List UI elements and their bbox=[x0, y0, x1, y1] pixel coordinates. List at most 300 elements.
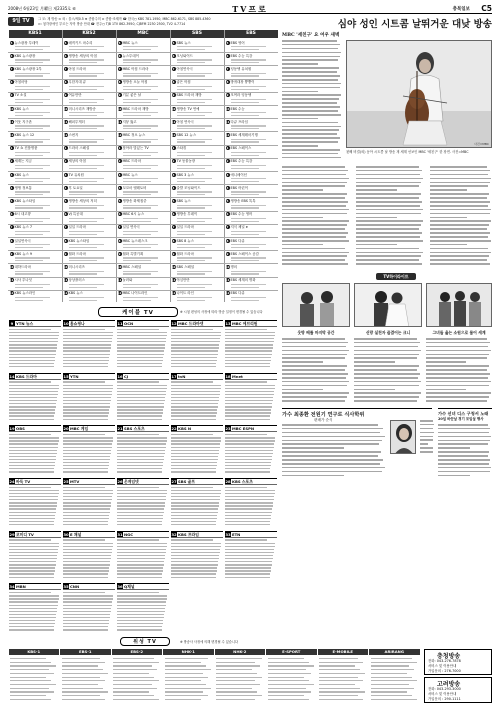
text-line bbox=[282, 259, 345, 261]
interview-body-2 bbox=[420, 420, 434, 455]
listing-line bbox=[9, 626, 54, 627]
text-line bbox=[282, 475, 344, 477]
listing-line bbox=[171, 546, 221, 547]
text-line bbox=[282, 149, 340, 151]
pick-title-3: 그녀들 옳는 소원으로 물어 세계 bbox=[432, 330, 486, 335]
text-line bbox=[282, 361, 323, 363]
channel-name: YTN 뉴스 bbox=[16, 321, 34, 326]
listing-line bbox=[225, 332, 275, 333]
cable-channel-header bbox=[63, 479, 115, 485]
cable-channel-header bbox=[225, 426, 277, 432]
listing-line bbox=[171, 518, 217, 519]
listing-line bbox=[63, 601, 112, 602]
listing-line bbox=[225, 341, 274, 342]
listing-line bbox=[117, 555, 165, 556]
program-title: 6시 내고향 bbox=[14, 212, 31, 217]
listing-line bbox=[9, 381, 51, 382]
hour-marker: 6 bbox=[172, 53, 175, 58]
program-detail-line bbox=[123, 244, 159, 245]
side-headline: 가수 선녀 디스 구청서 노래 bbox=[438, 408, 492, 417]
program-title: 아침마당 bbox=[14, 80, 28, 85]
listing-line bbox=[171, 459, 218, 460]
hour-marker: 3 bbox=[172, 172, 175, 177]
cable-channel-header bbox=[225, 321, 277, 327]
satellite-listing-line bbox=[216, 695, 262, 696]
cable-channel-box bbox=[225, 531, 277, 582]
listing-line bbox=[171, 573, 216, 574]
listing-line bbox=[63, 508, 110, 509]
program-detail-line bbox=[123, 231, 159, 232]
main-article-body-col4 bbox=[430, 166, 492, 267]
pick-photo-3 bbox=[426, 283, 492, 327]
program-detail-line bbox=[15, 62, 43, 63]
program-slot bbox=[118, 291, 169, 301]
cable-channel-header bbox=[63, 584, 115, 590]
text-line bbox=[426, 346, 488, 348]
program-title: MBC 스페셜 bbox=[122, 264, 141, 269]
listing-line bbox=[117, 465, 163, 466]
program-title: 대하드라마 bbox=[14, 264, 31, 269]
program-title: 아침연속극 bbox=[176, 66, 193, 71]
text-line bbox=[282, 178, 349, 180]
listing-line bbox=[225, 357, 271, 358]
program-detail-line bbox=[69, 297, 105, 298]
pick-body-2 bbox=[354, 338, 422, 404]
cable-channel-box bbox=[171, 531, 223, 582]
program-detail-line bbox=[177, 99, 213, 100]
listing-line bbox=[63, 521, 108, 522]
listing-line bbox=[117, 388, 167, 389]
listing-line bbox=[9, 508, 56, 509]
hour-marker: 4 bbox=[172, 185, 175, 190]
program-title: KBS 뉴스 9 bbox=[14, 251, 33, 256]
listing-line bbox=[225, 505, 273, 506]
text-line bbox=[430, 248, 488, 250]
text-line bbox=[426, 389, 466, 391]
program-detail-line bbox=[69, 181, 97, 182]
hour-marker: 7 bbox=[172, 66, 175, 71]
listing-line bbox=[171, 434, 213, 435]
listing-line bbox=[63, 614, 110, 615]
listing-line bbox=[9, 629, 54, 630]
listing-line bbox=[9, 598, 59, 599]
program-slot bbox=[118, 107, 169, 117]
listing-line bbox=[9, 354, 56, 355]
program-detail-line bbox=[231, 75, 259, 76]
text-line bbox=[282, 451, 381, 453]
program-title: 기분 좋은 날 bbox=[122, 93, 142, 98]
text-line bbox=[282, 400, 345, 402]
listing-line bbox=[171, 335, 221, 336]
hour-marker: 6 bbox=[10, 212, 13, 217]
listing-line bbox=[117, 570, 163, 571]
program-detail-line bbox=[231, 141, 259, 142]
hour-marker: 1 bbox=[64, 146, 67, 151]
satellite-listing-line bbox=[113, 688, 157, 689]
satellite-channel-header: ARIRANG bbox=[369, 649, 420, 655]
program-detail-line bbox=[69, 89, 97, 90]
hour-marker: 12 bbox=[117, 132, 122, 137]
listing-line bbox=[225, 573, 270, 574]
text-line bbox=[430, 244, 467, 246]
satellite-listing-line bbox=[113, 699, 159, 700]
text-line bbox=[282, 236, 346, 238]
listing-line bbox=[171, 555, 219, 556]
listing-line bbox=[171, 329, 213, 330]
cable-channel-header bbox=[171, 374, 223, 380]
listing-line bbox=[117, 567, 163, 568]
listing-line bbox=[171, 490, 221, 491]
program-title: EBS 수능 영어 bbox=[230, 212, 253, 217]
listing-line bbox=[171, 508, 218, 509]
program-detail-line bbox=[231, 152, 267, 153]
text-line bbox=[282, 137, 340, 139]
program-detail-line bbox=[15, 287, 43, 288]
program-detail-line bbox=[231, 257, 267, 258]
program-detail-line bbox=[69, 284, 105, 285]
channel-number: 19 bbox=[9, 426, 15, 432]
listing-line bbox=[117, 592, 159, 593]
program-title: EBS 수능 특강 bbox=[230, 159, 253, 164]
program-detail-line bbox=[231, 273, 259, 274]
hour-marker: 7 bbox=[118, 66, 121, 71]
cable-channel-box bbox=[171, 478, 223, 529]
listing-line bbox=[9, 502, 57, 503]
satellite-listing-line bbox=[319, 669, 360, 670]
listing-line bbox=[63, 363, 108, 364]
tv-legend-line2: ⊙: 청각장애인 부르는 자막 방송 안내 ☎ 전주○ TJB 1TV 862-3950, CJBFM 2230 2500, TV2 4-7714 bbox=[38, 22, 186, 26]
program-slot bbox=[64, 265, 115, 275]
satellite-listing-line bbox=[113, 680, 159, 681]
channel-number: 22 bbox=[171, 426, 177, 432]
program-detail-line bbox=[231, 112, 267, 113]
program-slot bbox=[64, 199, 115, 209]
listing-line bbox=[117, 447, 166, 448]
program-detail-line bbox=[69, 128, 97, 129]
satellite-listing-line bbox=[165, 665, 206, 666]
satellite-listing-line bbox=[165, 669, 211, 670]
program-slot bbox=[64, 239, 115, 249]
text-line bbox=[356, 252, 423, 254]
program-slot bbox=[226, 225, 277, 235]
listing-line bbox=[63, 456, 110, 457]
text-line bbox=[438, 432, 489, 434]
satellite-listing-line bbox=[62, 658, 101, 659]
listing-line bbox=[63, 567, 109, 568]
program-title: 상상플러스 bbox=[68, 278, 85, 283]
program-title: 생방송 오늘 아침 bbox=[122, 80, 148, 85]
listing-line bbox=[9, 592, 51, 593]
listing-line bbox=[63, 450, 111, 451]
listing-line bbox=[63, 443, 112, 444]
satellite-listing-line bbox=[10, 691, 54, 692]
program-slot bbox=[10, 199, 61, 209]
program-slot bbox=[172, 67, 223, 77]
listing-line bbox=[9, 450, 57, 451]
program-detail-line bbox=[15, 73, 51, 74]
program-detail-line bbox=[123, 125, 159, 126]
program-slot bbox=[64, 225, 115, 235]
satellite-listing-line bbox=[113, 677, 154, 678]
program-detail-line bbox=[69, 271, 105, 272]
channel-number: 35 bbox=[63, 584, 69, 590]
channel-name: SBS 골프 bbox=[178, 479, 196, 484]
satellite-channel-header: EBS-1 bbox=[60, 649, 111, 655]
satellite-listing-line bbox=[268, 680, 309, 681]
program-detail-line bbox=[123, 89, 151, 90]
text-line bbox=[354, 385, 419, 387]
listing-line bbox=[9, 518, 55, 519]
program-detail-line bbox=[177, 49, 205, 50]
text-line bbox=[282, 209, 349, 211]
text-line bbox=[282, 185, 345, 187]
program-detail-line bbox=[15, 75, 43, 76]
listing-line bbox=[225, 515, 271, 516]
listing-line bbox=[117, 397, 165, 398]
listing-line bbox=[117, 490, 167, 491]
program-detail-line bbox=[231, 221, 259, 222]
text-line bbox=[426, 354, 489, 356]
text-line bbox=[282, 126, 341, 128]
satellite-listing-line bbox=[268, 669, 307, 670]
hour-marker: 9 bbox=[118, 93, 121, 98]
program-title: SBS 8 뉴스 bbox=[176, 238, 194, 243]
listing-line bbox=[63, 350, 110, 351]
listing-line bbox=[225, 450, 273, 451]
program-slot bbox=[226, 67, 277, 77]
hour-marker: 8 bbox=[10, 80, 13, 85]
program-title: 꼬꼬마 텔레토비 bbox=[122, 185, 147, 190]
program-detail-line bbox=[123, 178, 159, 179]
program-slot bbox=[10, 212, 61, 222]
hour-marker: 12 bbox=[9, 132, 14, 137]
listing-line bbox=[9, 496, 58, 497]
satellite-listing-line bbox=[62, 691, 108, 692]
program-detail-line bbox=[231, 89, 259, 90]
channel-name: MBC 드라마넷 bbox=[178, 321, 204, 326]
satellite-listing-line bbox=[10, 662, 51, 663]
listing-line bbox=[9, 329, 51, 330]
listing-line bbox=[117, 573, 162, 574]
ad-logo-2: 고려방송 bbox=[437, 681, 461, 688]
listing-line bbox=[117, 487, 159, 488]
program-title: 놀러와 bbox=[122, 278, 133, 283]
listing-line bbox=[171, 505, 219, 506]
satellite-listing-line bbox=[319, 684, 355, 685]
satellite-listing-line bbox=[319, 658, 358, 659]
program-detail-line bbox=[15, 297, 51, 298]
program-detail-line bbox=[69, 168, 97, 169]
channel-number: 20 bbox=[63, 426, 69, 432]
text-line bbox=[282, 63, 318, 65]
channel-name: 바둑 TV bbox=[16, 479, 31, 484]
program-title: EBS 세계테마기행 bbox=[230, 132, 258, 137]
text-line bbox=[430, 228, 487, 230]
listing-line bbox=[63, 412, 109, 413]
listing-line bbox=[63, 329, 105, 330]
channel-name: 코미디 TV bbox=[16, 531, 34, 537]
listing-line bbox=[171, 539, 213, 540]
program-title: EBS 영어 bbox=[230, 40, 245, 45]
listing-line bbox=[9, 515, 55, 516]
text-line bbox=[438, 467, 491, 469]
satellite-listing-line bbox=[62, 688, 103, 689]
program-detail-line bbox=[15, 102, 43, 103]
text-line bbox=[356, 166, 419, 168]
listing-line bbox=[171, 338, 220, 339]
satellite-listing-line bbox=[268, 658, 304, 659]
text-line bbox=[354, 369, 417, 371]
cable-channel-header bbox=[225, 374, 277, 380]
text-line bbox=[282, 114, 341, 116]
hour-marker: 2 bbox=[226, 159, 229, 164]
program-detail-line bbox=[15, 155, 43, 156]
listing-line bbox=[225, 490, 275, 491]
program-detail-line bbox=[177, 194, 205, 195]
text-line bbox=[282, 443, 379, 445]
program-title: SBS 뉴스 bbox=[176, 40, 191, 45]
satellite-listing-line bbox=[268, 665, 314, 666]
text-line bbox=[282, 392, 349, 394]
program-detail-line bbox=[231, 73, 267, 74]
listing-line bbox=[171, 577, 216, 578]
program-title: SBS 드라마 재방 bbox=[176, 93, 202, 98]
text-line bbox=[282, 201, 348, 203]
text-line bbox=[282, 377, 346, 379]
program-detail-line bbox=[177, 247, 205, 248]
satellite-section-title: 위성 TV bbox=[120, 637, 170, 646]
listing-line bbox=[171, 350, 218, 351]
text-line bbox=[430, 217, 467, 219]
text-line bbox=[282, 44, 340, 46]
satellite-listing-line bbox=[165, 662, 201, 663]
listing-line bbox=[171, 558, 219, 559]
cable-channel-header bbox=[117, 426, 169, 432]
program-detail-line bbox=[177, 221, 205, 222]
text-line bbox=[354, 354, 419, 356]
listing-line bbox=[225, 354, 272, 355]
program-detail-line bbox=[69, 155, 97, 156]
program-slot bbox=[172, 173, 223, 183]
listing-line bbox=[63, 518, 109, 519]
listing-line bbox=[171, 394, 220, 395]
listing-line bbox=[117, 434, 159, 435]
hour-marker: 12 bbox=[171, 132, 176, 137]
listing-line bbox=[171, 496, 220, 497]
program-slot bbox=[64, 173, 115, 183]
satellite-channel-header: EBS-2 bbox=[112, 649, 163, 655]
program-slot bbox=[226, 291, 277, 301]
satellite-listing-line bbox=[268, 673, 312, 674]
listing-line bbox=[9, 456, 56, 457]
hour-marker: 5 bbox=[10, 40, 13, 45]
listing-line bbox=[117, 508, 164, 509]
picks-section-label: TV하이라이트 bbox=[376, 273, 416, 280]
program-detail-line bbox=[177, 260, 205, 261]
cable-channel-header bbox=[117, 321, 169, 327]
program-title: 월화 드라마 bbox=[68, 251, 86, 256]
text-line bbox=[282, 118, 318, 120]
program-slot bbox=[172, 146, 223, 156]
listing-line bbox=[9, 493, 59, 494]
program-detail-line bbox=[69, 257, 105, 258]
listing-line bbox=[225, 465, 271, 466]
listing-line bbox=[9, 347, 57, 348]
satellite-listing-line bbox=[10, 684, 56, 685]
program-detail-line bbox=[69, 300, 97, 301]
side-subheading: 20일 바꾼날 경기 모임살 행사 bbox=[438, 417, 484, 421]
satellite-listing-line bbox=[113, 691, 149, 692]
listing-line bbox=[225, 415, 270, 416]
listing-line bbox=[225, 518, 271, 519]
program-detail-line bbox=[231, 244, 267, 245]
program-title: EBS 세계의 명화 bbox=[230, 278, 256, 283]
program-detail-line bbox=[69, 62, 97, 63]
text-line bbox=[438, 451, 489, 453]
listing-line bbox=[117, 521, 162, 522]
listing-line bbox=[9, 570, 55, 571]
program-slot bbox=[226, 252, 277, 262]
program-detail-line bbox=[177, 115, 205, 116]
program-detail-line bbox=[231, 181, 259, 182]
listing-line bbox=[117, 453, 165, 454]
text-line bbox=[282, 197, 345, 199]
channel-name: KBS 스포츠 bbox=[232, 479, 253, 484]
listing-line bbox=[171, 388, 221, 389]
listing-line bbox=[171, 366, 216, 367]
hour-marker: 11 bbox=[63, 119, 68, 124]
listing-line bbox=[225, 419, 270, 420]
text-line bbox=[356, 205, 420, 207]
listing-line bbox=[171, 347, 219, 348]
hour-marker: 12 bbox=[225, 291, 230, 296]
program-detail-line bbox=[123, 141, 151, 142]
listing-line bbox=[225, 462, 271, 463]
hour-marker: 10 bbox=[171, 106, 176, 111]
listing-line bbox=[171, 499, 220, 500]
program-title: MBC 정오 뉴스 bbox=[122, 132, 146, 137]
text-line bbox=[282, 83, 341, 85]
program-detail-line bbox=[123, 284, 159, 285]
listing-line bbox=[9, 608, 57, 609]
listing-line bbox=[63, 512, 110, 513]
satellite-listing-line bbox=[216, 677, 262, 678]
listing-line bbox=[117, 629, 162, 630]
program-detail-line bbox=[15, 218, 51, 219]
pick-photo-1 bbox=[282, 283, 350, 327]
hour-marker: 7 bbox=[10, 225, 13, 230]
text-line bbox=[282, 59, 338, 61]
satellite-listing-line bbox=[371, 669, 415, 670]
listing-line bbox=[63, 397, 111, 398]
program-title: TV 유치원 bbox=[68, 172, 84, 177]
program-detail-line bbox=[69, 205, 105, 206]
text-line bbox=[282, 436, 385, 438]
listing-line bbox=[63, 338, 112, 339]
program-title: 나이트 라인 bbox=[176, 291, 194, 296]
listing-line bbox=[117, 394, 166, 395]
program-detail-line bbox=[231, 284, 267, 285]
listing-line bbox=[225, 366, 270, 367]
satellite-listing-line bbox=[62, 665, 98, 666]
cable-channel-box bbox=[225, 373, 277, 424]
listing-line bbox=[117, 558, 165, 559]
program-title: KBS 뉴스광장 bbox=[14, 53, 36, 58]
program-detail-line bbox=[177, 297, 213, 298]
program-detail-line bbox=[15, 86, 51, 87]
program-detail-line bbox=[69, 207, 97, 208]
program-detail-line bbox=[231, 194, 259, 195]
